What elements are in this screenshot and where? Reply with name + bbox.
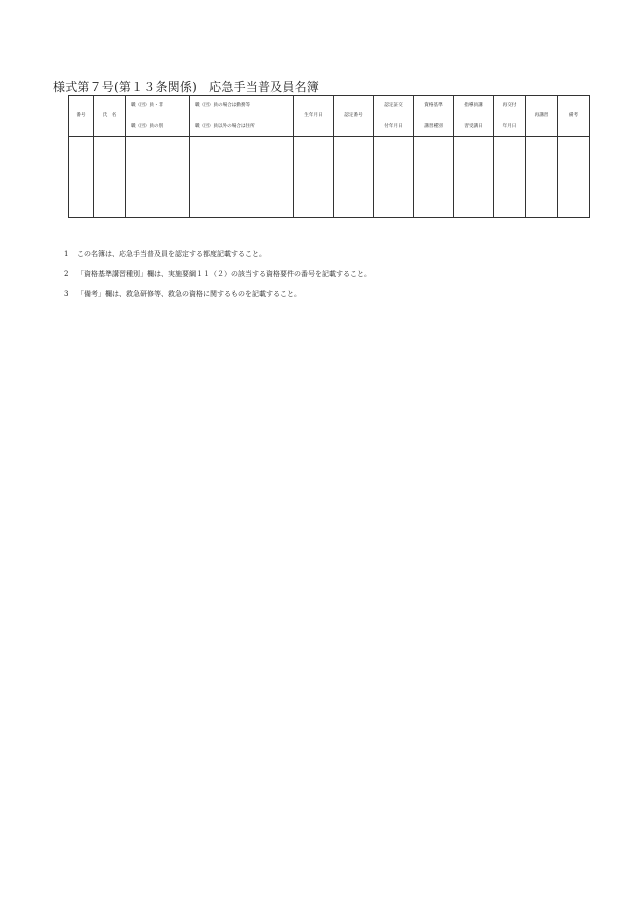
note-number: 1 xyxy=(64,250,69,258)
header-cert-issue-date xyxy=(374,96,414,137)
header-number-label: 番号 xyxy=(76,113,86,119)
header-cert-number xyxy=(334,96,374,137)
note-item xyxy=(64,264,371,284)
cell-affiliation xyxy=(190,137,294,218)
header-remarks-label: 備考 xyxy=(568,113,579,119)
header-position-line1: 職（団）員・非 xyxy=(131,103,164,108)
header-reissue-date xyxy=(494,96,526,137)
cell-position xyxy=(126,137,190,218)
header-birthdate xyxy=(294,96,334,137)
cell-instructor-course xyxy=(454,137,494,218)
header-position-line2: 職（団）員の別 xyxy=(131,124,164,129)
cell-name xyxy=(94,137,126,218)
header-affiliation-line2: 職（団）員以外の場合は住所 xyxy=(195,124,255,129)
note-item xyxy=(64,244,371,264)
header-affiliation-line1: 職（団）員の場合は勤務等 xyxy=(195,103,251,108)
table-row xyxy=(69,137,590,218)
note-number: 2 xyxy=(64,270,69,278)
cell-cert-issue-date xyxy=(374,137,414,218)
note-item xyxy=(64,284,371,304)
note-text: 「資格基準講習種別」欄は、実施要綱１１（２）の該当する資格要件の番号を記載すること。 xyxy=(77,270,371,278)
header-reissue-date-line1: 再交付 xyxy=(502,103,517,108)
cell-re-training xyxy=(526,137,558,218)
cell-number xyxy=(69,137,94,218)
header-remarks xyxy=(558,96,590,137)
header-cert-issue-date-line2: 付年月日 xyxy=(384,124,403,129)
header-re-training-label: 再講習 xyxy=(534,113,549,119)
cell-cert-number xyxy=(334,137,374,218)
notes-list xyxy=(64,244,371,304)
header-birthdate-label: 生年月日 xyxy=(304,113,323,119)
instructor-roster-table xyxy=(68,95,590,218)
header-instructor-course-line1: 指導員講 xyxy=(464,103,483,108)
cell-birthdate xyxy=(294,137,334,218)
header-name-label: 氏 名 xyxy=(102,113,117,119)
header-cert-issue-date-line1: 認定証交 xyxy=(384,103,403,108)
header-name xyxy=(94,96,126,137)
header-number xyxy=(69,96,94,137)
header-position xyxy=(126,96,190,137)
note-number: 3 xyxy=(64,290,69,298)
header-reissue-date-line2: 年月日 xyxy=(502,124,517,129)
header-affiliation xyxy=(190,96,294,137)
header-cert-number-label: 認定番号 xyxy=(344,113,363,119)
header-qualification-type-line2: 講習種別 xyxy=(424,124,443,129)
note-text: 「備考」欄は、救急研修等、救急の資格に関するものを記載すること。 xyxy=(77,290,301,298)
header-instructor-course-line2: 習受講日 xyxy=(464,124,483,129)
cell-reissue-date xyxy=(494,137,526,218)
header-re-training xyxy=(526,96,558,137)
header-qualification-type xyxy=(414,96,454,137)
note-text: この名簿は、応急手当普及員を認定する都度記載すること。 xyxy=(77,250,266,258)
header-row xyxy=(69,96,590,137)
cell-qualification-type xyxy=(414,137,454,218)
header-instructor-course xyxy=(454,96,494,137)
cell-remarks xyxy=(558,137,590,218)
page-title: 様式第７号(第１３条関係) 応急手当普及員名簿 xyxy=(53,80,319,94)
header-qualification-type-line1: 資格基準 xyxy=(424,103,443,108)
